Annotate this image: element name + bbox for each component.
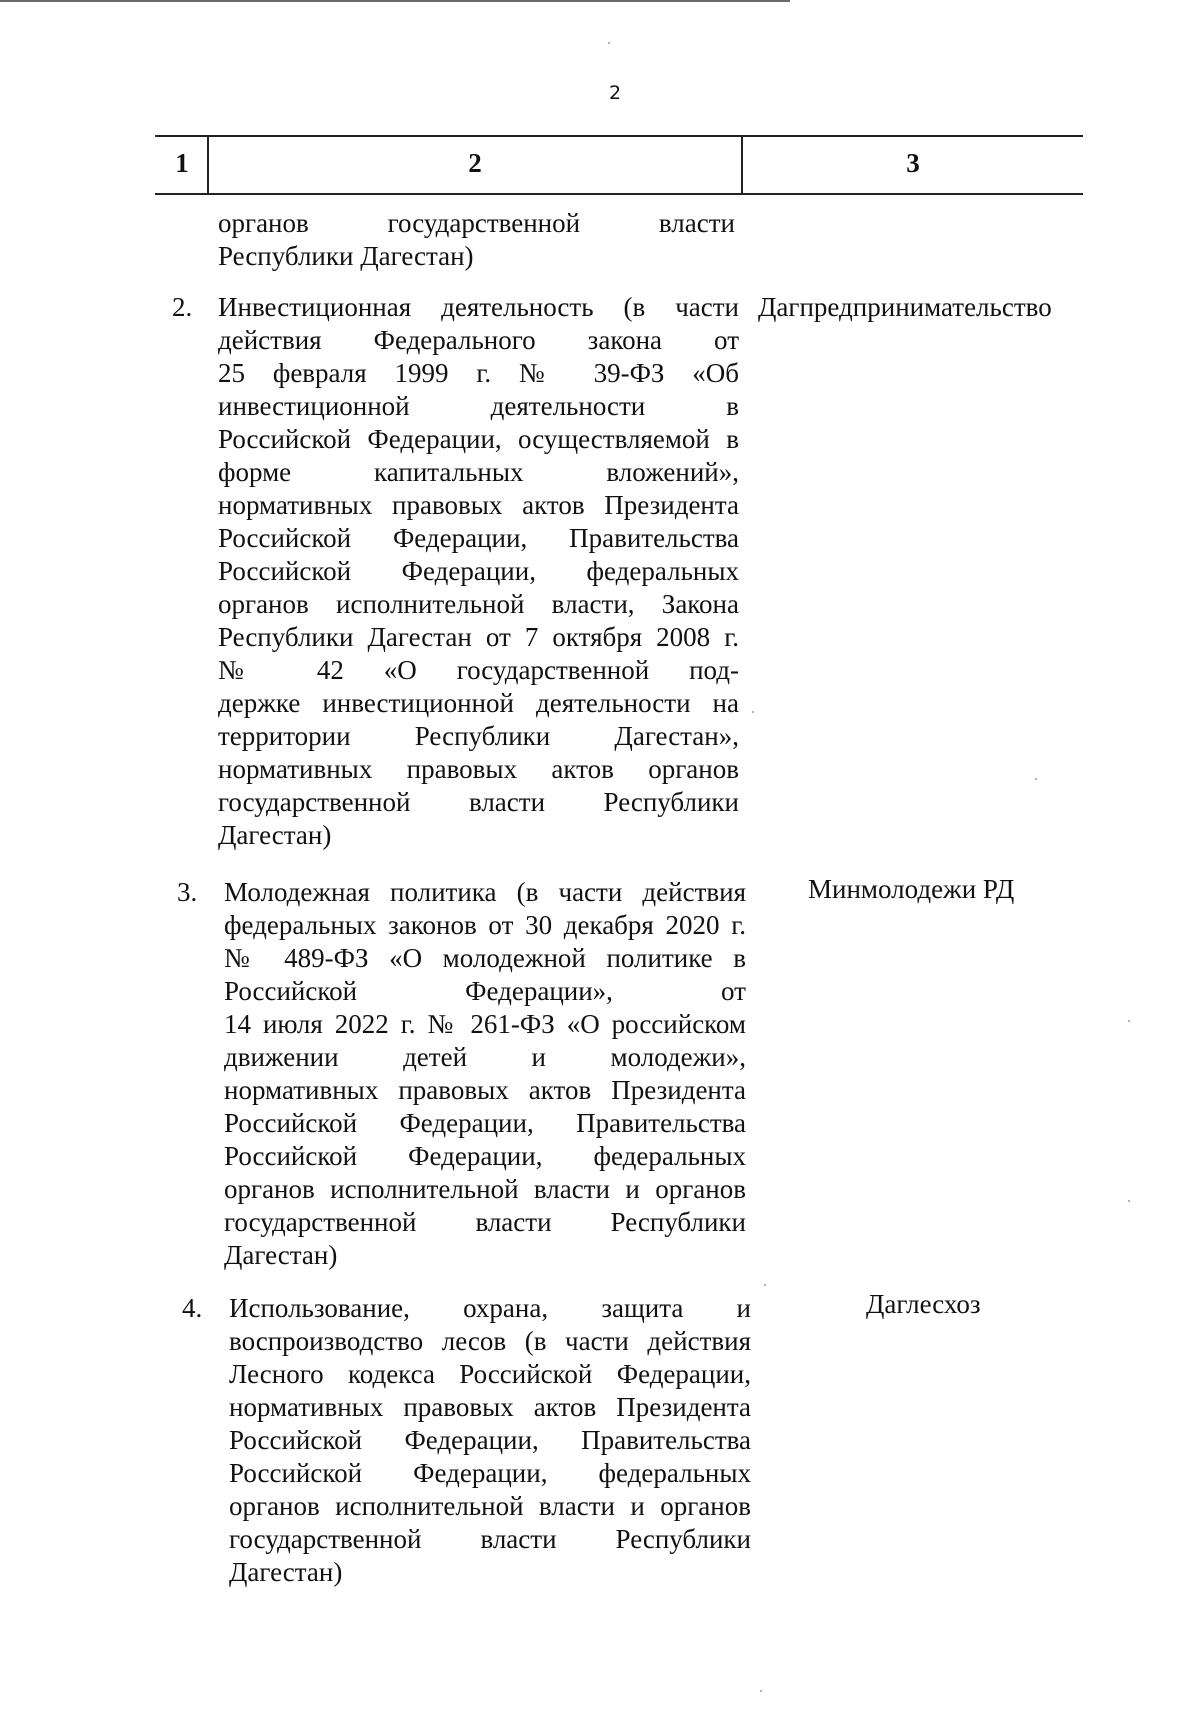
text-line: органов исполнительной власти и органов (229, 1491, 751, 1521)
scan-speck (1128, 1200, 1130, 1202)
scan-speck (1128, 1020, 1130, 1022)
text-line: Дагестан) (218, 820, 332, 850)
scan-top-edge (0, 0, 790, 2)
item-description (218, 291, 739, 852)
responsible-agency: Дагпредпринимательство (758, 292, 1052, 322)
text-line: территории Республики Дагестан», (218, 721, 739, 751)
text-line: нормативных правовых актов Президента (229, 1392, 751, 1422)
text-line: нормативных правовых актов Президента (224, 1075, 746, 1105)
text-line: Российской Федерации», от (224, 976, 746, 1006)
text-line: № 42 «О государственной под- (218, 655, 739, 685)
text-line: форме капитальных вложений», (218, 457, 739, 487)
text-line: движении детей и молодежи», (224, 1042, 746, 1072)
text-line: 14 июля 2022 г. № 261-ФЗ «О российском (224, 1009, 746, 1039)
text-line: Республики Дагестан) (218, 241, 474, 271)
text-line: Дагестан) (229, 1557, 343, 1587)
text-line: органов исполнительной власти, Закона (218, 589, 739, 619)
text-line: Использование, охрана, защита и (229, 1293, 751, 1323)
header-column-1: 1 (175, 148, 189, 178)
text-line: Дагестан) (224, 1240, 338, 1270)
text-line: федеральных законов от 30 декабря 2020 г. (224, 910, 746, 940)
item-number: 2. (172, 292, 193, 322)
header-top-rule (155, 135, 1083, 137)
text-line: Инвестиционная деятельность (в части (218, 292, 739, 322)
text-line: Российской Федерации, Правительства (218, 523, 739, 553)
text-line: органов государственной власти (218, 208, 735, 238)
responsible-agency: Минмолодежи РД (808, 874, 1015, 904)
page-number: 2 (608, 82, 622, 104)
scan-speck (760, 1690, 762, 1692)
text-line: Лесного кодекса Российской Федерации, (229, 1359, 751, 1389)
text-line: государственной власти Республики (224, 1207, 746, 1237)
item-description (224, 876, 746, 1272)
header-column-3: 3 (906, 148, 920, 178)
text-line: инвестиционной деятельности в (218, 391, 739, 421)
continuation-text (218, 207, 735, 273)
header-column-2: 2 (468, 148, 482, 178)
text-line: государственной власти Республики (218, 787, 739, 817)
text-line: Республики Дагестан от 7 октября 2008 г. (218, 622, 739, 652)
text-line: Российской Федерации, осуществляемой в (218, 424, 739, 454)
text-line: Российской Федерации, Правительства (229, 1425, 751, 1455)
scan-speck (1035, 778, 1037, 780)
text-line: Молодежная политика (в части действия (224, 877, 746, 907)
text-line: № 489-ФЗ «О молодежной политике в (224, 943, 746, 973)
scan-speck (608, 42, 610, 44)
item-description (229, 1292, 751, 1589)
text-line: Российской Федерации, федеральных (218, 556, 739, 586)
item-number: 4. (182, 1293, 203, 1323)
text-line: нормативных правовых актов Президента (218, 490, 739, 520)
text-line: Российской Федерации, федеральных (229, 1458, 751, 1488)
responsible-agency: Даглесхоз (866, 1289, 981, 1319)
text-line: государственной власти Республики (229, 1524, 751, 1554)
text-line: нормативных правовых актов органов (218, 754, 739, 784)
text-line: 25 февраля 1999 г. № 39-ФЗ «Об (218, 358, 739, 388)
header-bottom-rule (155, 193, 1083, 195)
text-line: органов исполнительной власти и органов (224, 1174, 746, 1204)
item-number: 3. (177, 877, 198, 907)
text-line: действия Федерального закона от (218, 325, 739, 355)
text-line: держке инвестиционной деятельности на (218, 688, 739, 718)
scan-speck (764, 1284, 766, 1286)
scan-speck (752, 711, 754, 713)
text-line: Российской Федерации, федеральных (224, 1141, 746, 1171)
text-line: Российской Федерации, Правительства (224, 1108, 746, 1138)
text-line: воспроизводство лесов (в части действия (229, 1326, 751, 1356)
